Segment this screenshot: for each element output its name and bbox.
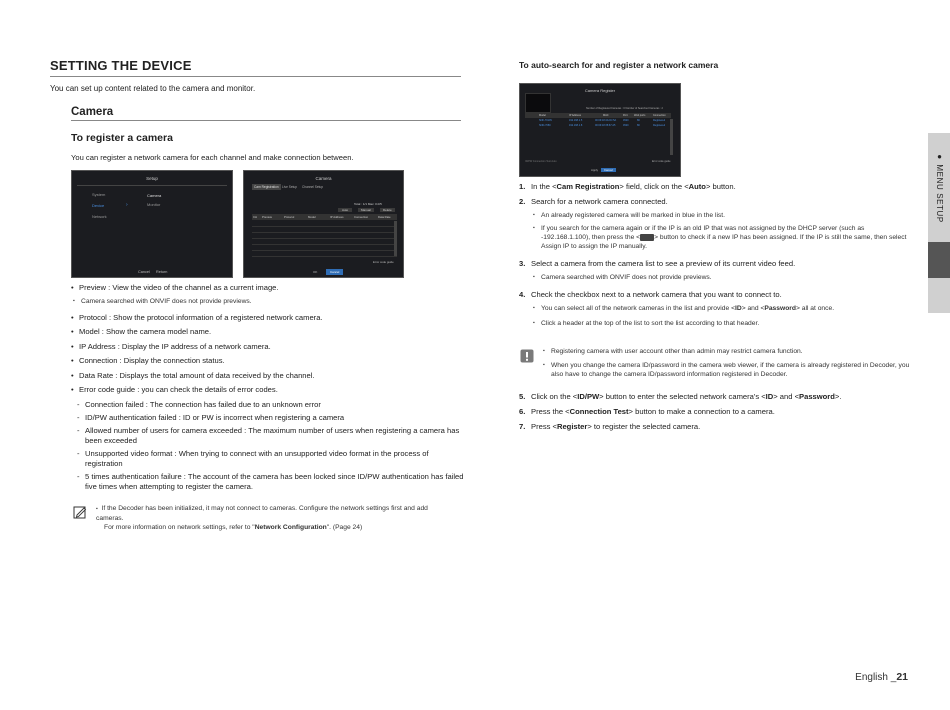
step-4-note-2: ▪ Click a header at the top of the list to sort the list according to that header.	[531, 319, 911, 328]
camera-register-screenshot	[519, 83, 681, 177]
row2-web-port: 80	[637, 124, 640, 127]
step-3	[519, 259, 911, 269]
preview-item: • Preview : View the video of the channel as a current image.	[71, 283, 466, 293]
idpw-ref: ID/PW	[577, 392, 600, 401]
row2-model: SND-7080	[539, 124, 551, 127]
chevron-right-icon: ›	[126, 202, 128, 208]
protocol-item: • Protocol : Show the protocol information of a registered network camera.	[71, 313, 466, 323]
model-item: • Model : Show the camera model name.	[71, 327, 466, 337]
row1-model: SNF-7010V	[539, 119, 553, 122]
step-number: 1.	[519, 182, 526, 191]
preview-window	[525, 93, 551, 113]
step-text: Click on the <	[531, 392, 578, 401]
col-connection[interactable]: Connection	[354, 215, 369, 219]
step-text: Check the checkbox next to a network camera that you want to connect to.	[531, 290, 782, 299]
col-ip[interactable]: IP Address	[330, 215, 344, 219]
password-ref: Password	[764, 305, 796, 312]
decoder-init-note	[96, 504, 456, 532]
table-row[interactable]	[252, 222, 397, 227]
table-row[interactable]	[252, 228, 397, 233]
divider	[77, 185, 227, 186]
cancel-button[interactable]: Cancel	[326, 269, 343, 275]
auto-ref: Auto	[688, 182, 706, 191]
side-tab-label: ● MENU SETUP	[935, 152, 944, 223]
error-code-guide-link[interactable]: Error code guide	[652, 160, 671, 163]
step-number: 4.	[519, 290, 526, 299]
tab-channel-setup[interactable]: Channel Setup	[302, 185, 324, 189]
error-auth-failed: - ID/PW authentication failed : ID or PW is incorrect when registering a camera	[71, 413, 466, 423]
note-text: You can select all of the network cameras in the list and provide <	[541, 305, 735, 312]
step-text: > to register the selected camera.	[587, 422, 701, 431]
step-text: In the <	[531, 182, 557, 191]
caution-icon	[520, 349, 534, 363]
step-text: > button to make a connection to a camera.	[628, 407, 775, 416]
error-unsupported-format: - Unsupported video format : When trying to connect with an unsupported video format in the process of registration	[71, 449, 466, 469]
caution-note-1: ▪ Registering camera with user account other than admin may restrict camera function.	[541, 347, 913, 356]
row2-connection: Registered	[653, 124, 666, 127]
subsection-intro: You can register a network camera for each channel and make connection between.	[71, 153, 354, 162]
side-tab-marker	[928, 242, 950, 278]
submenu-camera[interactable]: Camera	[147, 193, 162, 198]
step-4-note-1	[531, 304, 911, 313]
register-ref: Register	[556, 422, 588, 431]
row1-port: 4520	[623, 119, 629, 122]
row2-ip: 192.168.1.8	[569, 124, 583, 127]
footer-language: English _	[855, 672, 897, 683]
step-text: Search for a network camera connected.	[531, 197, 668, 206]
auto-button[interactable]: Auto	[338, 208, 352, 212]
col-protocol[interactable]: Protocol	[284, 215, 295, 219]
step-number: 3.	[519, 259, 526, 268]
col-data-rate[interactable]: Data Rate	[378, 215, 391, 219]
register-table-header	[525, 113, 671, 118]
menu-device[interactable]: Device	[92, 203, 105, 208]
intro-text: You can set up content related to the camera and monitor.	[50, 84, 256, 93]
connection-test-ref: Connection Test	[569, 407, 629, 416]
step-number: 2.	[519, 197, 526, 206]
row2-port: 4520	[623, 124, 629, 127]
tab-cam-registration[interactable]: Cam Registration	[254, 185, 279, 189]
note-icon	[73, 505, 87, 519]
col-port[interactable]: Port	[623, 113, 628, 117]
error-code-item: • Error code guide : you can check the details of error codes.	[71, 385, 466, 395]
step-5	[519, 392, 911, 402]
row1-mac: 00:09:18:4A:0C:5A	[595, 119, 617, 122]
step-1	[519, 182, 911, 192]
delete-button[interactable]: Delete	[380, 208, 395, 212]
id-ref: ID	[735, 305, 742, 312]
note-line-2	[96, 523, 456, 532]
col-ch[interactable]: CH	[253, 215, 258, 219]
table-row[interactable]	[252, 240, 397, 245]
note-text: If you search for the camera again or if the IP is an old IP that was not assigned by the DHCP server (such as -192.168.1.100), then press the <	[541, 225, 865, 241]
scrollbar[interactable]	[670, 119, 673, 155]
return-button[interactable]: Return	[156, 270, 168, 274]
step-7	[519, 422, 911, 432]
page-footer	[855, 671, 908, 683]
error-connection-failed: - Connection failed : The connection has failed due to an unknown error	[71, 400, 466, 410]
step-2-note-2	[531, 224, 911, 251]
submenu-monitor[interactable]: Monitor	[147, 202, 161, 207]
step-4	[519, 290, 911, 300]
preview-note: ▪ Camera searched with ONVIF does not provide previews.	[71, 297, 466, 306]
page-number: 21	[896, 671, 908, 683]
step-text: >.	[834, 392, 842, 401]
cancel-button[interactable]: Cancel	[138, 270, 150, 274]
right-heading: To auto-search for and register a network camera	[519, 60, 719, 70]
setup-screenshot	[71, 170, 233, 278]
note-text: > button to check if a new IP has been assigned. If the IP is still the same, then select Assign IP to assign the IP manually.	[541, 234, 907, 250]
register-title: Camera Register	[584, 88, 616, 93]
steps-list-continued	[519, 392, 911, 437]
step-text: > button to enter the selected network camera's <	[599, 392, 766, 401]
camera-counts: Number of Registered Cameras : 0 Number of Searched Cameras : 2	[586, 107, 663, 110]
step-text: > button.	[705, 182, 736, 191]
step-text: Press the <	[531, 407, 570, 416]
step-number: 5.	[519, 392, 526, 401]
note-line-2-a: For more information on network settings, refer to "	[104, 524, 255, 531]
apply-button[interactable]: Apply	[591, 168, 598, 172]
step-text: > and <	[773, 392, 800, 401]
page-title: SETTING THE DEVICE	[50, 58, 461, 77]
col-ip-address[interactable]: IP Address	[569, 113, 582, 117]
col-connection[interactable]: Connection	[653, 113, 666, 117]
step-2	[519, 197, 911, 207]
steps-list	[519, 182, 911, 332]
note-line-1-text: If the Decoder has been initialized, it may not connect to cameras. Configure the network settings first and add cameras.	[96, 505, 428, 522]
col-web-ports[interactable]: Web ports	[634, 113, 646, 117]
note-line-2-c: ". (Page 24)	[326, 524, 363, 531]
password-ref: Password	[799, 392, 835, 401]
col-mac[interactable]: MAC	[603, 113, 609, 117]
menu-system[interactable]: System	[92, 192, 106, 197]
step-6	[519, 407, 911, 417]
caution-note-2: ▪ When you change the camera ID/password in the camera web viewer, if the camera is already registered in Decoder, you also have to change the camera ID/password information registered in Decoder.	[541, 361, 913, 379]
connection-item: • Connection : Display the connection status.	[71, 356, 466, 366]
error-users-exceeded: - Allowed number of users for camera exceeded : The maximum number of users when registering a camera has been exceeded	[71, 426, 466, 446]
table-header	[252, 214, 397, 220]
camera-title: Camera	[315, 176, 332, 181]
caution-notes	[541, 348, 913, 383]
menu-network[interactable]: Network	[92, 214, 107, 219]
table-row[interactable]	[252, 252, 397, 257]
scrollbar[interactable]	[394, 221, 397, 256]
step-text: > field, click on the <	[619, 182, 689, 191]
camera-screenshot	[243, 170, 404, 278]
step-2-note-1: ▪ An already registered camera will be marked in blue in the list.	[531, 211, 911, 220]
manual-button[interactable]: Manual	[358, 208, 374, 212]
row1-connection: Registered	[653, 119, 666, 122]
col-model[interactable]: Model	[539, 113, 546, 117]
step-text: Press <	[531, 422, 557, 431]
field-description-list	[71, 283, 466, 495]
row1-web-port: 80	[637, 119, 640, 122]
note-line-1: ▪ If the Decoder has been initialized, it may not connect to cameras. Configure the network settings first and add cameras.	[96, 505, 428, 522]
id-ref: ID	[765, 392, 774, 401]
col-model[interactable]: Model	[308, 215, 316, 219]
refresh-button-icon	[640, 234, 654, 241]
section-title: Camera	[71, 106, 461, 121]
table-row[interactable]	[525, 124, 671, 128]
ip-item: • IP Address : Display the IP address of a network camera.	[71, 342, 466, 352]
error-code-guide-link[interactable]: Error code guide	[373, 260, 394, 264]
cancel-button[interactable]: Cancel	[601, 168, 616, 172]
row2-mac: 00:09:18:38:67:A5	[595, 124, 616, 127]
cam-registration-ref: Cam Registration	[556, 182, 620, 191]
col-preview[interactable]: Preview	[262, 215, 272, 219]
table-row[interactable]	[252, 246, 397, 251]
step-3-note: ▪ Camera searched with ONVIF does not provide previews.	[531, 273, 911, 282]
step-number: 7.	[519, 422, 526, 431]
total-count: Total : 1/1 Max: 0.0/5	[354, 202, 382, 206]
data-rate-item: • Data Rate : Displays the total amount of data received by the channel.	[71, 371, 466, 381]
tab-live-setup[interactable]: Live Setup	[282, 185, 298, 189]
table-row[interactable]	[525, 119, 671, 123]
subsection-title: To register a camera	[71, 132, 173, 144]
setup-title: Setup	[146, 176, 158, 181]
note-text: > and <	[741, 305, 765, 312]
network-configuration-ref: Network Configuration	[254, 524, 327, 531]
error-account-locked: - 5 times authentication failure : The account of the camera has been locked since ID/PW authentication has failed five times when attempting to register the camera.	[71, 472, 466, 492]
step-number: 6.	[519, 407, 526, 416]
step-text: Select a camera from the camera list to see a preview of its current video feed.	[531, 259, 796, 268]
note-text: > all at once.	[795, 305, 835, 312]
table-row[interactable]	[252, 234, 397, 239]
register-footer-buttons[interactable]: ID/PW Connection Test Auto	[525, 160, 557, 163]
row1-ip: 192.168.1.5	[569, 119, 583, 122]
ok-button[interactable]: OK	[313, 270, 318, 274]
